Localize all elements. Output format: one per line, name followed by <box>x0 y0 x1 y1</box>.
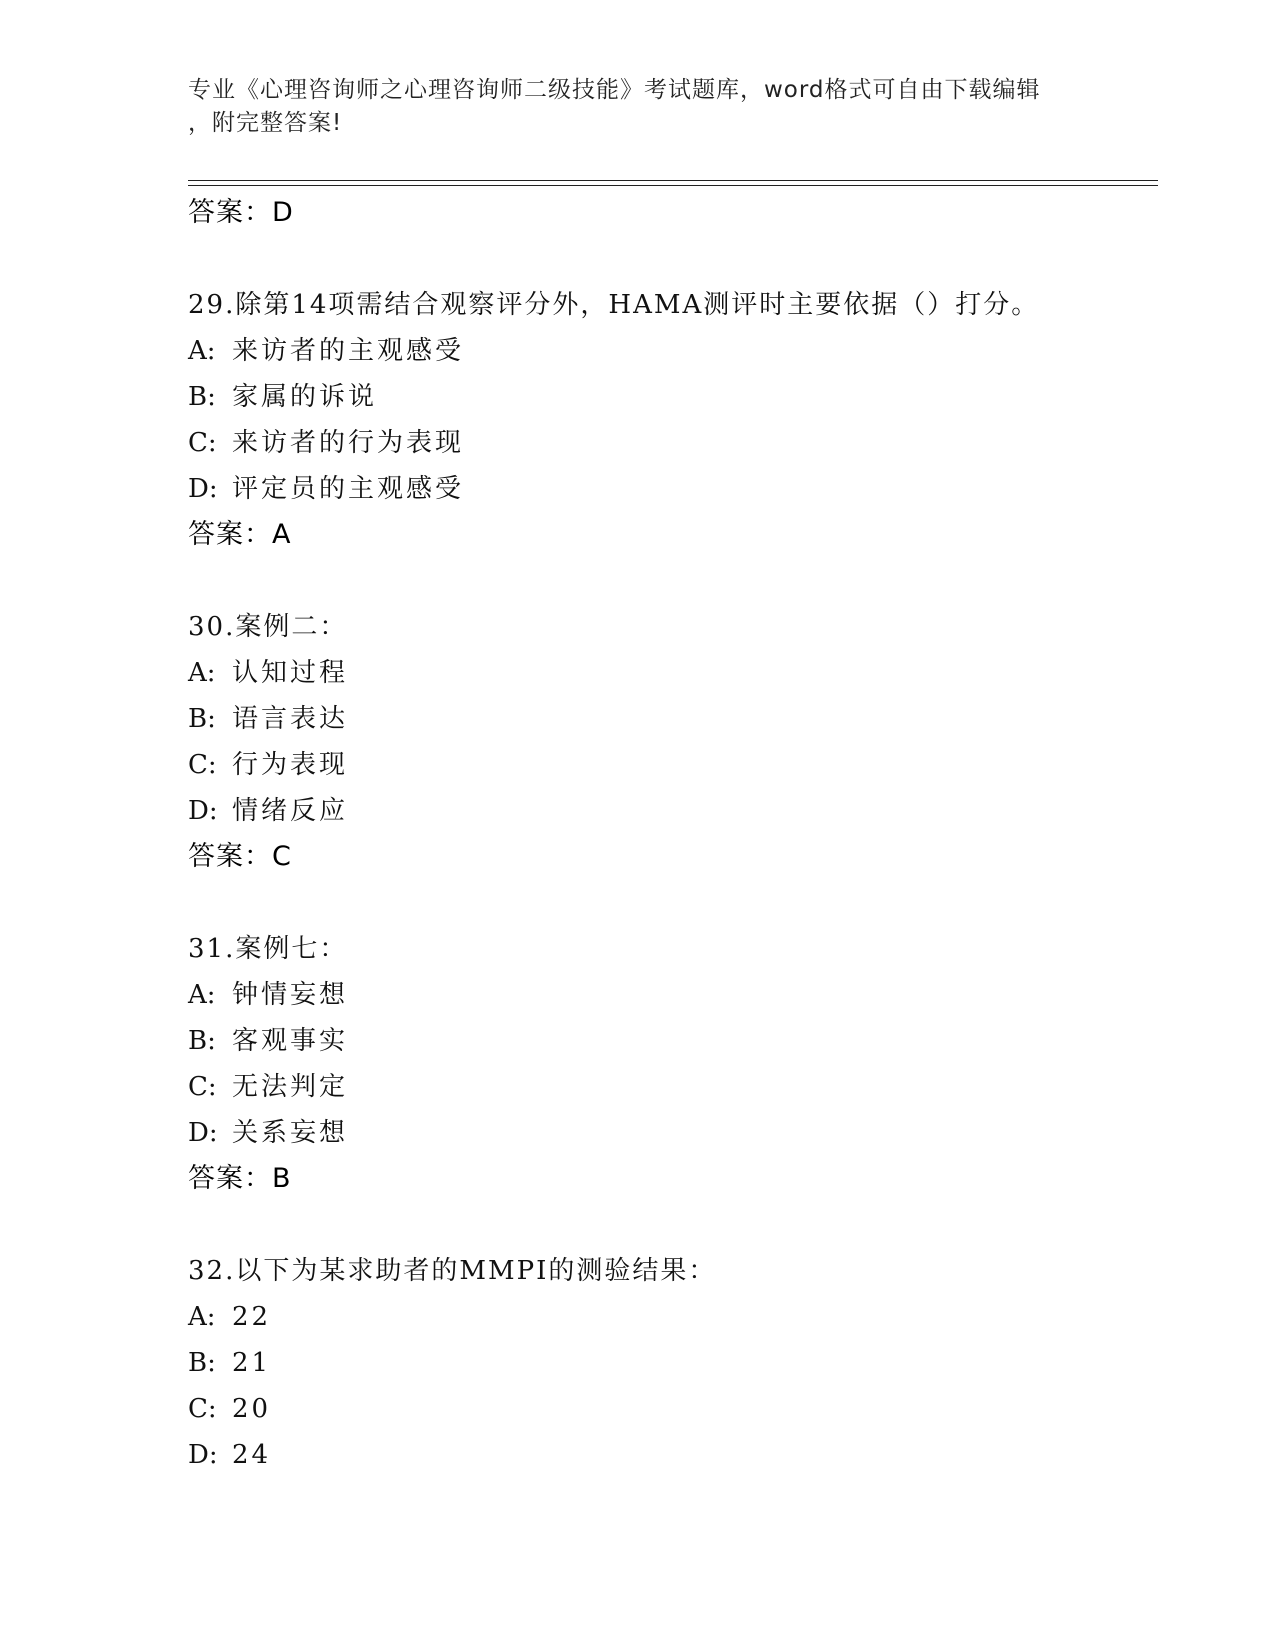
answer-line: 答案：B <box>188 1163 292 1194</box>
header-rule-bottom <box>188 185 1158 186</box>
answer-line: 答案：C <box>188 841 292 872</box>
option-b <box>188 696 1148 742</box>
option-label: A: <box>188 1302 216 1332</box>
option-text: 行为表现 <box>232 750 349 780</box>
option-label: B: <box>188 1026 216 1056</box>
header-line-1: 专业《心理咨询师之心理咨询师二级技能》考试题库，word格式可自由下载编辑 <box>188 77 1041 103</box>
header-rule-top <box>188 180 1158 181</box>
question-32 <box>188 1248 1148 1478</box>
document-body <box>188 190 1148 1478</box>
header-line-2: ，附完整答案! <box>188 110 343 136</box>
question-title: 30.案例二： <box>188 612 348 642</box>
option-text: 24 <box>232 1440 272 1470</box>
option-label: D: <box>188 474 218 504</box>
option-c <box>188 1064 1148 1110</box>
option-c <box>188 420 1148 466</box>
option-label: C: <box>188 1394 217 1424</box>
question-30 <box>188 604 1148 880</box>
option-label: B: <box>188 704 216 734</box>
option-d <box>188 788 1148 834</box>
option-a <box>188 1294 1148 1340</box>
option-text: 家属的诉说 <box>232 382 378 412</box>
option-label: C: <box>188 1072 217 1102</box>
option-b <box>188 1340 1148 1386</box>
option-label: B: <box>188 382 216 412</box>
question-title: 29.除第14项需结合观察评分外，HAMA测评时主要依据（）打分。 <box>188 290 1040 320</box>
option-b <box>188 1018 1148 1064</box>
option-c <box>188 742 1148 788</box>
option-label: D: <box>188 796 218 826</box>
option-label: D: <box>188 1440 218 1470</box>
option-a <box>188 328 1148 374</box>
answer-line: 答案：A <box>188 519 292 550</box>
document-header <box>188 74 1088 140</box>
option-d <box>188 1432 1148 1478</box>
option-text: 来访者的主观感受 <box>232 336 465 366</box>
option-text: 22 <box>232 1302 272 1332</box>
option-text: 客观事实 <box>232 1026 349 1056</box>
option-label: A: <box>188 336 216 366</box>
option-label: C: <box>188 750 217 780</box>
question-title: 32.以下为某求助者的MMPI的测验结果： <box>188 1256 717 1286</box>
option-d <box>188 1110 1148 1156</box>
option-text: 来访者的行为表现 <box>232 428 465 458</box>
question-31 <box>188 926 1148 1202</box>
option-text: 关系妄想 <box>232 1118 349 1148</box>
option-b <box>188 374 1148 420</box>
option-a <box>188 972 1148 1018</box>
option-label: A: <box>188 980 216 1010</box>
option-text: 21 <box>232 1348 272 1378</box>
option-text: 情绪反应 <box>232 796 349 826</box>
option-d <box>188 466 1148 512</box>
option-label: B: <box>188 1348 216 1378</box>
option-c <box>188 1386 1148 1432</box>
option-label: A: <box>188 658 216 688</box>
option-text: 无法判定 <box>232 1072 349 1102</box>
option-text: 认知过程 <box>232 658 349 688</box>
option-a <box>188 650 1148 696</box>
option-text: 20 <box>232 1394 272 1424</box>
option-label: D: <box>188 1118 218 1148</box>
question-title: 31.案例七： <box>188 934 348 964</box>
option-text: 语言表达 <box>232 704 349 734</box>
answer-line: 答案：D <box>188 197 294 228</box>
option-text: 评定员的主观感受 <box>232 474 465 504</box>
option-label: C: <box>188 428 217 458</box>
option-text: 钟情妄想 <box>232 980 349 1010</box>
question-29 <box>188 282 1148 558</box>
